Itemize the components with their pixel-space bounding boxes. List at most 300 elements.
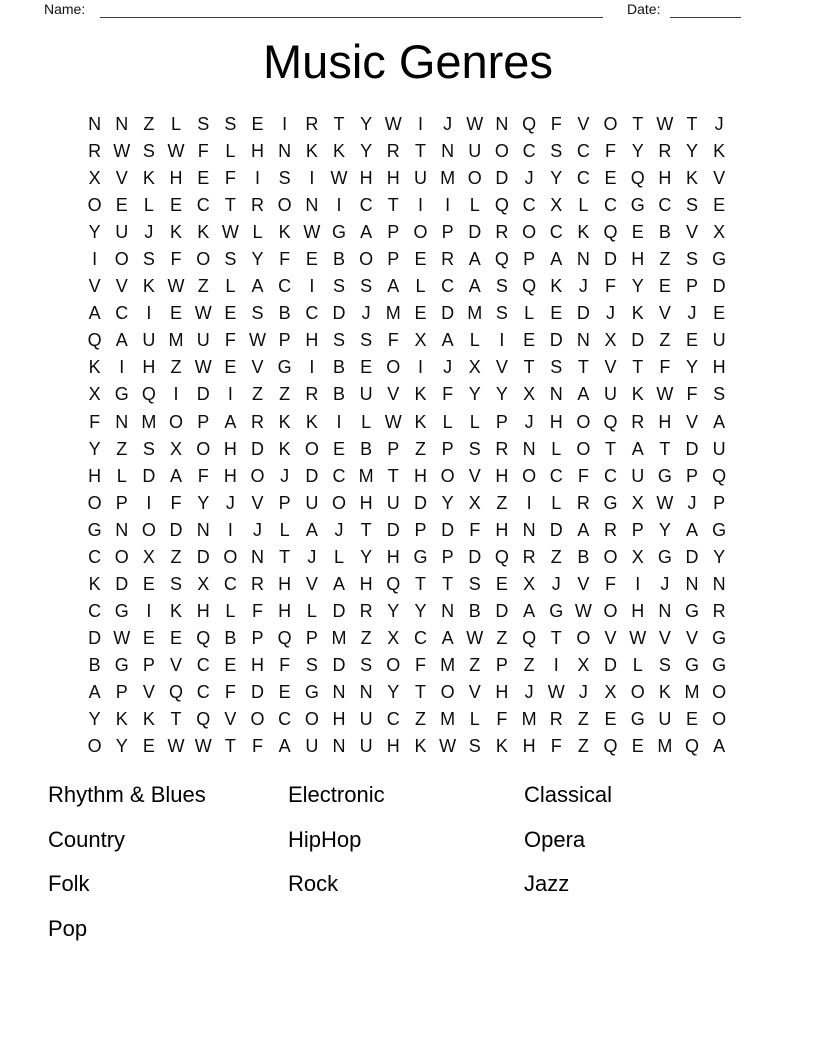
grid-letter: S: [550, 141, 563, 162]
grid-letter: B: [224, 627, 237, 648]
grid-letter: X: [170, 438, 183, 459]
grid-letter: N: [441, 600, 455, 621]
grid-letter: Q: [603, 736, 618, 757]
grid-letter: O: [603, 114, 618, 135]
grid-letter: R: [88, 141, 102, 162]
grid-letter: K: [658, 682, 671, 702]
grid-letter: N: [576, 330, 590, 351]
grid-letter: W: [547, 682, 565, 702]
grid-letter: I: [146, 303, 152, 324]
grid-letter: J: [687, 492, 697, 513]
grid-letter: Y: [550, 168, 563, 189]
grid-letter: P: [305, 627, 318, 648]
grid-letter: I: [255, 168, 261, 189]
grid-letter: A: [713, 736, 726, 757]
grid-letter: R: [359, 600, 373, 621]
grid-letter: Q: [494, 249, 509, 270]
grid-letter: P: [387, 249, 400, 270]
grid-letter: E: [360, 357, 373, 378]
grid-letter: H: [631, 249, 645, 270]
grid-letter: D: [631, 330, 645, 351]
grid-letter: D: [142, 465, 156, 486]
grid-letter: W: [113, 141, 131, 162]
grid-letter: G: [603, 492, 618, 513]
grid-letter: U: [196, 330, 210, 351]
grid-letter: R: [386, 141, 400, 162]
grid-letter: N: [115, 411, 129, 432]
grid-letter: O: [603, 546, 618, 567]
grid-letter: A: [523, 600, 536, 621]
grid-letter: T: [523, 357, 535, 378]
grid-letter: C: [88, 546, 102, 567]
grid-letter: Y: [468, 384, 481, 405]
grid-letter: I: [499, 330, 505, 351]
grid-letter: O: [114, 546, 129, 567]
grid-letter: F: [279, 249, 291, 270]
grid-letter: O: [712, 682, 727, 702]
grid-letter: K: [142, 168, 155, 189]
grid-letter: J: [524, 411, 534, 432]
grid-letter: U: [386, 492, 400, 513]
grid-letter: W: [656, 492, 674, 513]
grid-letter: L: [632, 654, 643, 675]
grid-letter: A: [360, 222, 373, 243]
grid-letter: F: [496, 709, 508, 730]
grid-letter: A: [468, 276, 481, 297]
grid-letter: K: [115, 709, 128, 730]
grid-letter: F: [170, 249, 182, 270]
grid-letter: N: [305, 195, 319, 216]
grid-letter: E: [224, 357, 237, 378]
grid-letter: B: [278, 303, 291, 324]
grid-letter: C: [522, 141, 536, 162]
grid-letter: E: [170, 627, 183, 648]
grid-letter: O: [603, 600, 618, 621]
grid-letter: D: [169, 519, 183, 540]
grid-letter: X: [523, 384, 536, 405]
grid-letter: O: [250, 709, 265, 730]
grid-letter: G: [304, 682, 319, 702]
grid-letter: K: [631, 303, 644, 324]
grid-letter: N: [115, 114, 129, 135]
grid-letter: V: [686, 411, 699, 432]
grid-letter: A: [278, 736, 291, 757]
grid-letter: F: [414, 654, 426, 675]
grid-letter: V: [686, 627, 699, 648]
grid-letter: E: [495, 573, 508, 594]
grid-letter: W: [439, 736, 457, 757]
grid-letter: I: [309, 276, 315, 297]
grid-letter: E: [224, 303, 237, 324]
grid-letter: G: [712, 654, 727, 675]
grid-letter: H: [278, 600, 292, 621]
grid-letter: A: [441, 330, 454, 351]
grid-letter: U: [359, 736, 373, 757]
grid-letter: O: [196, 249, 211, 270]
grid-letter: A: [88, 682, 101, 702]
grid-letter: C: [576, 168, 590, 189]
grid-letter: L: [551, 438, 562, 459]
grid-letter: K: [170, 222, 183, 243]
grid-letter: L: [252, 222, 263, 243]
grid-letter: C: [658, 195, 672, 216]
grid-letter: X: [88, 384, 101, 405]
grid-letter: K: [577, 222, 590, 243]
grid-letter: C: [359, 195, 373, 216]
grid-letter: T: [387, 465, 399, 486]
grid-letter: E: [631, 736, 644, 757]
grid-letter: N: [88, 114, 102, 135]
grid-letter: R: [441, 249, 455, 270]
grid-letter: P: [686, 276, 699, 297]
grid-letter: N: [658, 600, 672, 621]
grid-letter: I: [227, 384, 233, 405]
grid-letter: R: [712, 600, 726, 621]
grid-letter: C: [332, 465, 346, 486]
grid-letter: T: [632, 114, 644, 135]
grid-letter: N: [332, 682, 346, 702]
grid-letter: B: [88, 654, 101, 675]
grid-letter: M: [440, 654, 456, 675]
grid-letter: N: [549, 384, 563, 405]
grid-letter: O: [87, 195, 102, 216]
grid-letter: Z: [143, 114, 155, 135]
grid-letter: J: [361, 303, 371, 324]
grid-letter: C: [305, 303, 319, 324]
grid-letter: Y: [251, 249, 264, 270]
grid-letter: O: [576, 411, 591, 432]
grid-letter: V: [658, 627, 671, 648]
grid-letter: D: [88, 627, 102, 648]
grid-letter: S: [251, 303, 264, 324]
grid-letter: Z: [577, 736, 589, 757]
grid-letter: R: [604, 519, 618, 540]
grid-letter: X: [713, 222, 726, 243]
grid-letter: I: [635, 573, 641, 594]
grid-letter: H: [332, 709, 346, 730]
grid-letter: U: [712, 438, 726, 459]
grid-letter: A: [686, 519, 699, 540]
grid-letter: Y: [387, 682, 400, 702]
grid-letter: C: [522, 195, 536, 216]
grid-letter: D: [549, 330, 563, 351]
grid-letter: J: [334, 519, 344, 540]
grid-letter: K: [142, 276, 155, 297]
grid-letter: Y: [495, 384, 508, 405]
grid-letter: Y: [686, 141, 699, 162]
grid-letter: Q: [277, 627, 292, 648]
grid-letter: H: [223, 438, 237, 459]
grid-letter: R: [305, 384, 319, 405]
grid-letter: D: [332, 303, 346, 324]
grid-letter: L: [143, 195, 154, 216]
grid-letter: L: [306, 600, 317, 621]
grid-letter: J: [443, 114, 453, 135]
grid-letter: K: [686, 168, 699, 189]
grid-letter: Q: [169, 682, 184, 702]
word-list-item: Electronic: [288, 782, 385, 808]
grid-letter: Z: [170, 546, 182, 567]
grid-letter: L: [225, 600, 236, 621]
grid-letter: Q: [494, 546, 509, 567]
grid-letter: L: [469, 709, 480, 730]
grid-letter: D: [196, 546, 210, 567]
grid-letter: Y: [88, 438, 101, 459]
grid-letter: W: [167, 736, 185, 757]
grid-letter: P: [197, 411, 210, 432]
grid-letter: H: [278, 573, 292, 594]
grid-letter: C: [196, 195, 210, 216]
grid-letter: C: [604, 465, 618, 486]
grid-letter: J: [660, 573, 670, 594]
grid-letter: R: [658, 141, 672, 162]
grid-letter: L: [279, 519, 290, 540]
grid-letter: V: [604, 627, 617, 648]
grid-letter: R: [251, 411, 265, 432]
grid-letter: J: [714, 114, 724, 135]
grid-letter: H: [631, 600, 645, 621]
grid-letter: W: [384, 114, 402, 135]
grid-letter: W: [629, 627, 647, 648]
grid-letter: V: [713, 168, 726, 189]
grid-letter: A: [88, 303, 101, 324]
grid-letter: X: [631, 492, 644, 513]
grid-letter: T: [414, 573, 426, 594]
grid-letter: L: [225, 276, 236, 297]
grid-letter: O: [386, 654, 401, 675]
grid-letter: K: [414, 411, 427, 432]
grid-letter: Q: [141, 384, 156, 405]
grid-letter: L: [442, 411, 453, 432]
grid-letter: J: [225, 492, 235, 513]
word-list-item: Folk: [48, 871, 90, 897]
word-list-column: [524, 773, 612, 907]
grid-letter: E: [686, 330, 699, 351]
grid-letter: V: [468, 465, 481, 486]
grid-letter: I: [119, 357, 125, 378]
grid-letter: D: [495, 600, 509, 621]
grid-letter: Z: [550, 546, 562, 567]
grid-letter: O: [304, 709, 319, 730]
grid-letter: G: [685, 600, 700, 621]
grid-letter: P: [523, 249, 536, 270]
grid-letter: T: [224, 736, 236, 757]
grid-letter: S: [686, 249, 699, 270]
grid-letter: V: [305, 573, 318, 594]
grid-letter: W: [656, 114, 674, 135]
grid-letter: M: [467, 303, 483, 324]
grid-letter: E: [170, 303, 183, 324]
grid-letter: X: [577, 654, 590, 675]
grid-letter: Q: [522, 114, 537, 135]
grid-letter: W: [221, 222, 239, 243]
grid-letter: S: [142, 438, 155, 459]
grid-letter: D: [115, 573, 129, 594]
grid-letter: H: [495, 465, 509, 486]
grid-letter: P: [387, 438, 400, 459]
word-search-grid: [81, 111, 733, 760]
grid-letter: M: [358, 465, 374, 486]
grid-letter: H: [359, 168, 373, 189]
grid-letter: T: [550, 627, 562, 648]
grid-letter: Z: [360, 627, 372, 648]
grid-letter: Z: [197, 276, 209, 297]
grid-letter: C: [441, 276, 455, 297]
grid-letter: V: [495, 357, 508, 378]
grid-letter: K: [142, 709, 155, 730]
grid-letter: H: [142, 357, 156, 378]
grid-letter: H: [522, 736, 536, 757]
grid-letter: U: [359, 384, 373, 405]
grid-letter: E: [713, 303, 726, 324]
grid-letter: V: [142, 682, 155, 702]
grid-letter: D: [441, 519, 455, 540]
grid-letter: O: [494, 141, 509, 162]
grid-letter: M: [141, 411, 157, 432]
grid-letter: E: [142, 736, 155, 757]
grid-letter: L: [524, 303, 535, 324]
grid-letter: N: [522, 519, 536, 540]
grid-letter: T: [686, 114, 698, 135]
grid-letter: N: [685, 573, 699, 594]
grid-letter: Q: [603, 222, 618, 243]
grid-letter: C: [115, 303, 129, 324]
grid-letter: S: [495, 303, 508, 324]
grid-letter: S: [550, 357, 563, 378]
word-list: [0, 773, 816, 973]
grid-letter: C: [278, 709, 292, 730]
grid-letter: O: [304, 438, 319, 459]
grid-letter: O: [712, 709, 727, 730]
grid-letter: G: [277, 357, 292, 378]
grid-letter: D: [685, 438, 699, 459]
grid-letter: K: [414, 736, 427, 757]
grid-letter: A: [713, 411, 726, 432]
grid-letter: A: [332, 573, 345, 594]
grid-letter: A: [115, 330, 128, 351]
grid-letter: D: [386, 519, 400, 540]
grid-letter: Z: [469, 654, 481, 675]
grid-letter: J: [443, 357, 453, 378]
grid-letter: O: [413, 222, 428, 243]
grid-letter: Z: [659, 249, 671, 270]
grid-letter: L: [116, 465, 127, 486]
grid-letter: G: [549, 600, 564, 621]
grid-letter: S: [468, 573, 481, 594]
grid-letter: K: [631, 384, 644, 405]
grid-letter: X: [142, 546, 155, 567]
grid-letter: D: [305, 465, 319, 486]
grid-letter: N: [115, 519, 129, 540]
grid-letter: H: [196, 600, 210, 621]
grid-letter: B: [468, 600, 481, 621]
grid-letter: P: [686, 465, 699, 486]
grid-letter: J: [524, 682, 534, 702]
grid-letter: W: [574, 600, 592, 621]
grid-letter: X: [468, 357, 481, 378]
grid-letter: H: [305, 330, 319, 351]
grid-letter: P: [278, 330, 291, 351]
grid-letter: I: [227, 519, 233, 540]
grid-letter: B: [332, 357, 345, 378]
grid-letter: L: [361, 411, 372, 432]
grid-letter: J: [307, 546, 317, 567]
grid-letter: D: [495, 168, 509, 189]
grid-letter: G: [657, 465, 672, 486]
grid-letter: D: [604, 249, 618, 270]
grid-letter: U: [468, 141, 482, 162]
grid-letter: H: [658, 411, 672, 432]
grid-letter: G: [630, 195, 645, 216]
grid-letter: K: [305, 141, 318, 162]
grid-letter: F: [550, 114, 562, 135]
grid-letter: C: [386, 709, 400, 730]
grid-letter: W: [330, 168, 348, 189]
grid-letter: G: [413, 546, 428, 567]
grid-letter: G: [114, 600, 129, 621]
name-input-line[interactable]: [100, 0, 603, 18]
grid-letter: V: [686, 222, 699, 243]
grid-letter: S: [142, 249, 155, 270]
grid-letter: E: [414, 303, 427, 324]
grid-letter: H: [359, 573, 373, 594]
grid-letter: J: [687, 303, 697, 324]
grid-letter: Q: [196, 627, 211, 648]
grid-letter: E: [713, 195, 726, 216]
grid-letter: Z: [252, 384, 264, 405]
grid-letter: O: [169, 411, 184, 432]
grid-letter: T: [333, 114, 345, 135]
grid-letter: Y: [115, 736, 128, 757]
grid-letter: D: [413, 492, 427, 513]
grid-letter: J: [280, 465, 290, 486]
grid-letter: H: [223, 465, 237, 486]
grid-letter: E: [142, 627, 155, 648]
grid-letter: M: [440, 168, 456, 189]
grid-letter: F: [197, 141, 209, 162]
grid-letter: O: [522, 465, 537, 486]
grid-letter: H: [712, 357, 726, 378]
grid-letter: N: [196, 519, 210, 540]
grid-letter: O: [141, 519, 156, 540]
date-input-line[interactable]: [670, 0, 741, 18]
name-label: Name:: [44, 1, 86, 17]
grid-letter: E: [658, 276, 671, 297]
grid-letter: X: [523, 573, 536, 594]
grid-letter: S: [332, 276, 345, 297]
grid-letter: I: [309, 357, 315, 378]
grid-letter: W: [113, 627, 131, 648]
grid-letter: K: [550, 276, 563, 297]
grid-letter: V: [88, 276, 101, 297]
grid-letter: E: [631, 222, 644, 243]
grid-letter: Q: [87, 330, 102, 351]
grid-letter: C: [88, 600, 102, 621]
grid-letter: Y: [631, 276, 644, 297]
grid-letter: S: [360, 276, 373, 297]
grid-letter: H: [88, 465, 102, 486]
grid-letter: A: [468, 249, 481, 270]
grid-letter: I: [146, 600, 152, 621]
grid-letter: T: [279, 546, 291, 567]
grid-letter: F: [577, 465, 589, 486]
grid-letter: D: [468, 222, 482, 243]
grid-letter: O: [114, 249, 129, 270]
grid-letter: S: [224, 114, 237, 135]
grid-letter: V: [577, 114, 590, 135]
page-title: Music Genres: [263, 35, 553, 88]
grid-letter: X: [414, 330, 427, 351]
